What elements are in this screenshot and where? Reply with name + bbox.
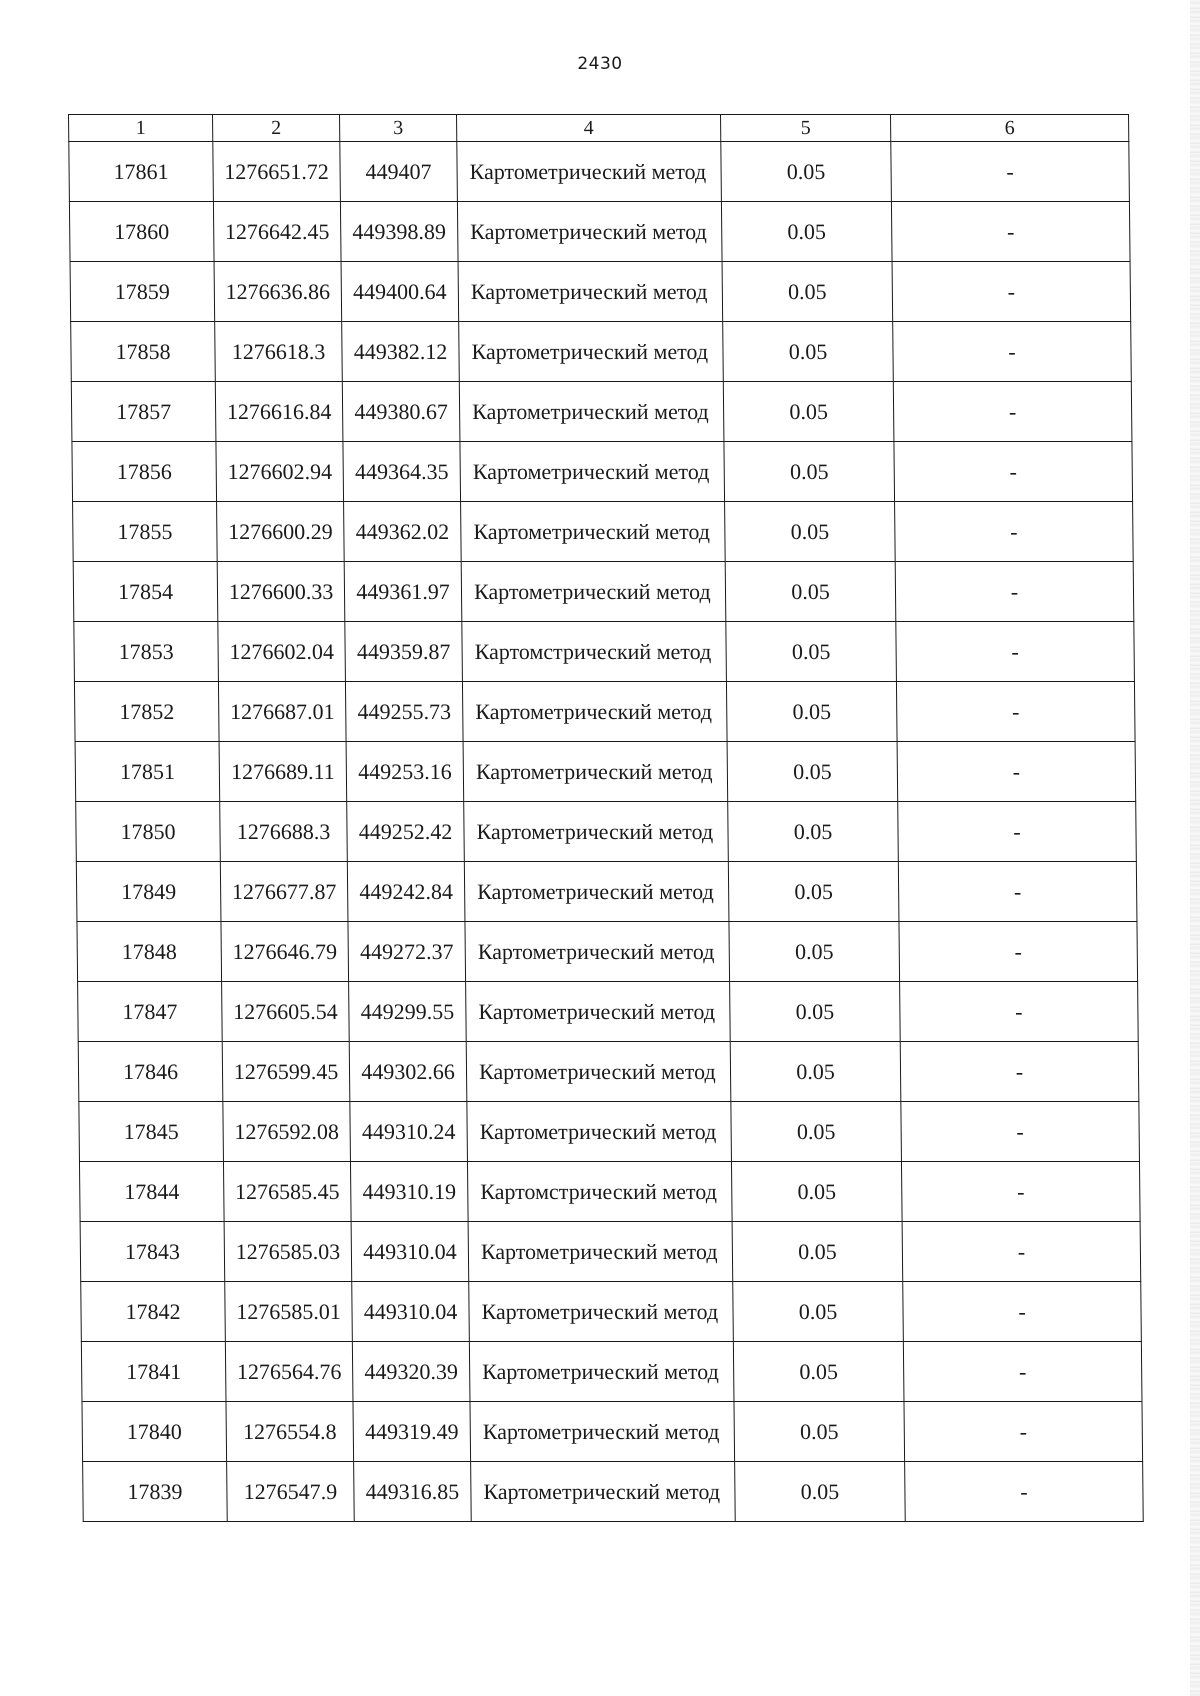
note-cell: -: [899, 922, 1138, 982]
table-row: [78, 1042, 1139, 1102]
accuracy-cell: 0.05: [728, 862, 899, 922]
accuracy-cell: 0.05: [733, 1342, 904, 1402]
scan-edge: [1190, 0, 1200, 1696]
note-cell: -: [891, 142, 1130, 202]
accuracy-cell: 0.05: [731, 1102, 902, 1162]
accuracy-cell: 0.05: [722, 262, 893, 322]
method-cell: Картометрический метод: [471, 1462, 736, 1522]
column-header: 2: [213, 115, 340, 142]
point-number-cell: 17844: [79, 1162, 224, 1222]
x-coordinate-cell: 1276605.54: [222, 982, 350, 1042]
x-coordinate-cell: 1276688.3: [220, 802, 348, 862]
coordinates-table: [68, 114, 1144, 1522]
x-coordinate-cell: 1276646.79: [221, 922, 349, 982]
note-cell: -: [893, 322, 1132, 382]
y-coordinate-cell: 449299.55: [349, 982, 467, 1042]
table-row: [77, 922, 1138, 982]
x-coordinate-cell: 1276547.9: [227, 1462, 355, 1522]
table-row: [81, 1282, 1142, 1342]
method-cell: Картометрический метод: [461, 502, 726, 562]
method-cell: Картометрический метод: [459, 322, 724, 382]
x-coordinate-cell: 1276602.94: [216, 442, 344, 502]
table-body: [69, 142, 1143, 1522]
note-cell: -: [905, 1462, 1144, 1522]
note-cell: -: [896, 682, 1135, 742]
point-number-cell: 17857: [71, 382, 216, 442]
x-coordinate-cell: 1276602.04: [218, 622, 346, 682]
point-number-cell: 17860: [69, 202, 214, 262]
x-coordinate-cell: 1276600.33: [217, 562, 345, 622]
table-row: [76, 862, 1137, 922]
note-cell: -: [891, 202, 1130, 262]
x-coordinate-cell: 1276592.08: [223, 1102, 351, 1162]
note-cell: -: [898, 802, 1137, 862]
x-coordinate-cell: 1276616.84: [215, 382, 343, 442]
note-cell: -: [898, 862, 1137, 922]
y-coordinate-cell: 449272.37: [348, 922, 466, 982]
note-cell: -: [895, 502, 1134, 562]
table-row: [78, 982, 1139, 1042]
y-coordinate-cell: 449400.64: [341, 262, 459, 322]
table-row: [69, 142, 1130, 202]
x-coordinate-cell: 1276564.76: [225, 1342, 353, 1402]
note-cell: -: [902, 1222, 1141, 1282]
accuracy-cell: 0.05: [721, 142, 892, 202]
point-number-cell: 17856: [72, 442, 217, 502]
x-coordinate-cell: 1276677.87: [220, 862, 348, 922]
point-number-cell: 17840: [82, 1402, 227, 1462]
method-cell: Картометрический метод: [462, 682, 727, 742]
table-row: [72, 442, 1133, 502]
y-coordinate-cell: 449320.39: [352, 1342, 470, 1402]
accuracy-cell: 0.05: [726, 682, 897, 742]
point-number-cell: 17855: [73, 502, 218, 562]
table-row: [69, 202, 1130, 262]
x-coordinate-cell: 1276689.11: [219, 742, 347, 802]
point-number-cell: 17846: [78, 1042, 223, 1102]
note-cell: -: [901, 1102, 1140, 1162]
method-cell: Картометрический метод: [468, 1222, 733, 1282]
method-cell: Картометрический метод: [457, 142, 722, 202]
method-cell: Картометрический метод: [465, 922, 730, 982]
point-number-cell: 17854: [73, 562, 218, 622]
note-cell: -: [900, 1042, 1139, 1102]
table-row: [76, 802, 1137, 862]
point-number-cell: 17850: [76, 802, 221, 862]
point-number-cell: 17852: [74, 682, 219, 742]
point-number-cell: 17851: [75, 742, 220, 802]
note-cell: -: [894, 442, 1133, 502]
table-row: [79, 1162, 1140, 1222]
method-cell: Картометрический метод: [457, 202, 722, 262]
column-header: 6: [891, 115, 1129, 142]
accuracy-cell: 0.05: [730, 1042, 901, 1102]
x-coordinate-cell: 1276585.01: [225, 1282, 353, 1342]
table-row: [70, 262, 1131, 322]
accuracy-cell: 0.05: [733, 1282, 904, 1342]
table-row: [74, 622, 1135, 682]
method-cell: Картометрический метод: [469, 1342, 734, 1402]
method-cell: Картометрический метод: [464, 862, 729, 922]
accuracy-cell: 0.05: [723, 322, 894, 382]
note-cell: -: [903, 1282, 1142, 1342]
accuracy-cell: 0.05: [721, 202, 892, 262]
method-cell: Картометрический метод: [469, 1282, 734, 1342]
y-coordinate-cell: 449302.66: [349, 1042, 467, 1102]
x-coordinate-cell: 1276687.01: [218, 682, 346, 742]
x-coordinate-cell: 1276636.86: [214, 262, 342, 322]
y-coordinate-cell: 449359.87: [345, 622, 463, 682]
y-coordinate-cell: 449364.35: [343, 442, 461, 502]
y-coordinate-cell: 449319.49: [353, 1402, 471, 1462]
x-coordinate-cell: 1276585.45: [223, 1162, 351, 1222]
x-coordinate-cell: 1276554.8: [226, 1402, 354, 1462]
table-row: [71, 382, 1132, 442]
x-coordinate-cell: 1276651.72: [213, 142, 341, 202]
note-cell: -: [904, 1402, 1143, 1462]
x-coordinate-cell: 1276585.03: [224, 1222, 352, 1282]
method-cell: Картометрический метод: [464, 802, 729, 862]
accuracy-cell: 0.05: [735, 1462, 906, 1522]
accuracy-cell: 0.05: [725, 502, 896, 562]
table-row: [74, 682, 1135, 742]
method-cell: Картомстрический метод: [462, 622, 727, 682]
y-coordinate-cell: 449362.02: [344, 502, 462, 562]
y-coordinate-cell: 449253.16: [346, 742, 464, 802]
accuracy-cell: 0.05: [725, 562, 896, 622]
y-coordinate-cell: 449242.84: [347, 862, 465, 922]
point-number-cell: 17858: [71, 322, 216, 382]
accuracy-cell: 0.05: [730, 982, 901, 1042]
note-cell: -: [901, 1162, 1140, 1222]
point-number-cell: 17859: [70, 262, 215, 322]
note-cell: -: [896, 622, 1135, 682]
note-cell: -: [893, 382, 1132, 442]
note-cell: -: [897, 742, 1136, 802]
x-coordinate-cell: 1276600.29: [217, 502, 345, 562]
point-number-cell: 17839: [83, 1462, 228, 1522]
method-cell: Картомстрический метод: [467, 1162, 732, 1222]
table-row: [79, 1102, 1140, 1162]
y-coordinate-cell: 449407: [340, 142, 458, 202]
table-row: [80, 1222, 1141, 1282]
accuracy-cell: 0.05: [732, 1222, 903, 1282]
y-coordinate-cell: 449255.73: [345, 682, 463, 742]
accuracy-cell: 0.05: [728, 802, 899, 862]
method-cell: Картометрический метод: [458, 262, 723, 322]
y-coordinate-cell: 449310.04: [352, 1282, 470, 1342]
method-cell: Картометрический метод: [470, 1402, 735, 1462]
accuracy-cell: 0.05: [727, 742, 898, 802]
y-coordinate-cell: 449361.97: [344, 562, 462, 622]
point-number-cell: 17861: [69, 142, 214, 202]
y-coordinate-cell: 449252.42: [347, 802, 465, 862]
y-coordinate-cell: 449380.67: [342, 382, 460, 442]
note-cell: -: [892, 262, 1131, 322]
accuracy-cell: 0.05: [723, 382, 894, 442]
table-row: [71, 322, 1132, 382]
point-number-cell: 17848: [77, 922, 222, 982]
point-number-cell: 17843: [80, 1222, 225, 1282]
y-coordinate-cell: 449316.85: [354, 1462, 472, 1522]
method-cell: Картометрический метод: [466, 1042, 731, 1102]
x-coordinate-cell: 1276618.3: [215, 322, 343, 382]
page-number: 2430: [577, 54, 623, 74]
note-cell: -: [895, 562, 1134, 622]
table-row: [81, 1342, 1142, 1402]
point-number-cell: 17845: [79, 1102, 224, 1162]
table-row: [73, 562, 1134, 622]
table-row: [75, 742, 1136, 802]
accuracy-cell: 0.05: [734, 1402, 905, 1462]
point-number-cell: 17841: [81, 1342, 226, 1402]
accuracy-cell: 0.05: [729, 922, 900, 982]
method-cell: Картометрический метод: [466, 982, 731, 1042]
table-row: [83, 1462, 1144, 1522]
method-cell: Картометрический метод: [460, 442, 725, 502]
column-header: 4: [457, 115, 721, 142]
column-header: 3: [340, 115, 457, 142]
accuracy-cell: 0.05: [726, 622, 897, 682]
column-header: 1: [69, 115, 213, 142]
x-coordinate-cell: 1276642.45: [213, 202, 341, 262]
point-number-cell: 17847: [78, 982, 223, 1042]
y-coordinate-cell: 449310.19: [350, 1162, 468, 1222]
table-row: [82, 1402, 1143, 1462]
x-coordinate-cell: 1276599.45: [222, 1042, 350, 1102]
y-coordinate-cell: 449382.12: [342, 322, 460, 382]
method-cell: Картометрический метод: [467, 1102, 732, 1162]
note-cell: -: [903, 1342, 1142, 1402]
note-cell: -: [900, 982, 1139, 1042]
table-header-row: [69, 115, 1129, 142]
column-header: 5: [721, 115, 891, 142]
point-number-cell: 17853: [74, 622, 219, 682]
accuracy-cell: 0.05: [731, 1162, 902, 1222]
point-number-cell: 17849: [76, 862, 221, 922]
y-coordinate-cell: 449310.24: [350, 1102, 468, 1162]
y-coordinate-cell: 449398.89: [340, 202, 458, 262]
method-cell: Картометрический метод: [463, 742, 728, 802]
y-coordinate-cell: 449310.04: [351, 1222, 469, 1282]
point-number-cell: 17842: [81, 1282, 226, 1342]
accuracy-cell: 0.05: [724, 442, 895, 502]
table-row: [73, 502, 1134, 562]
method-cell: Картометрический метод: [461, 562, 726, 622]
method-cell: Картометрический метод: [459, 382, 724, 442]
